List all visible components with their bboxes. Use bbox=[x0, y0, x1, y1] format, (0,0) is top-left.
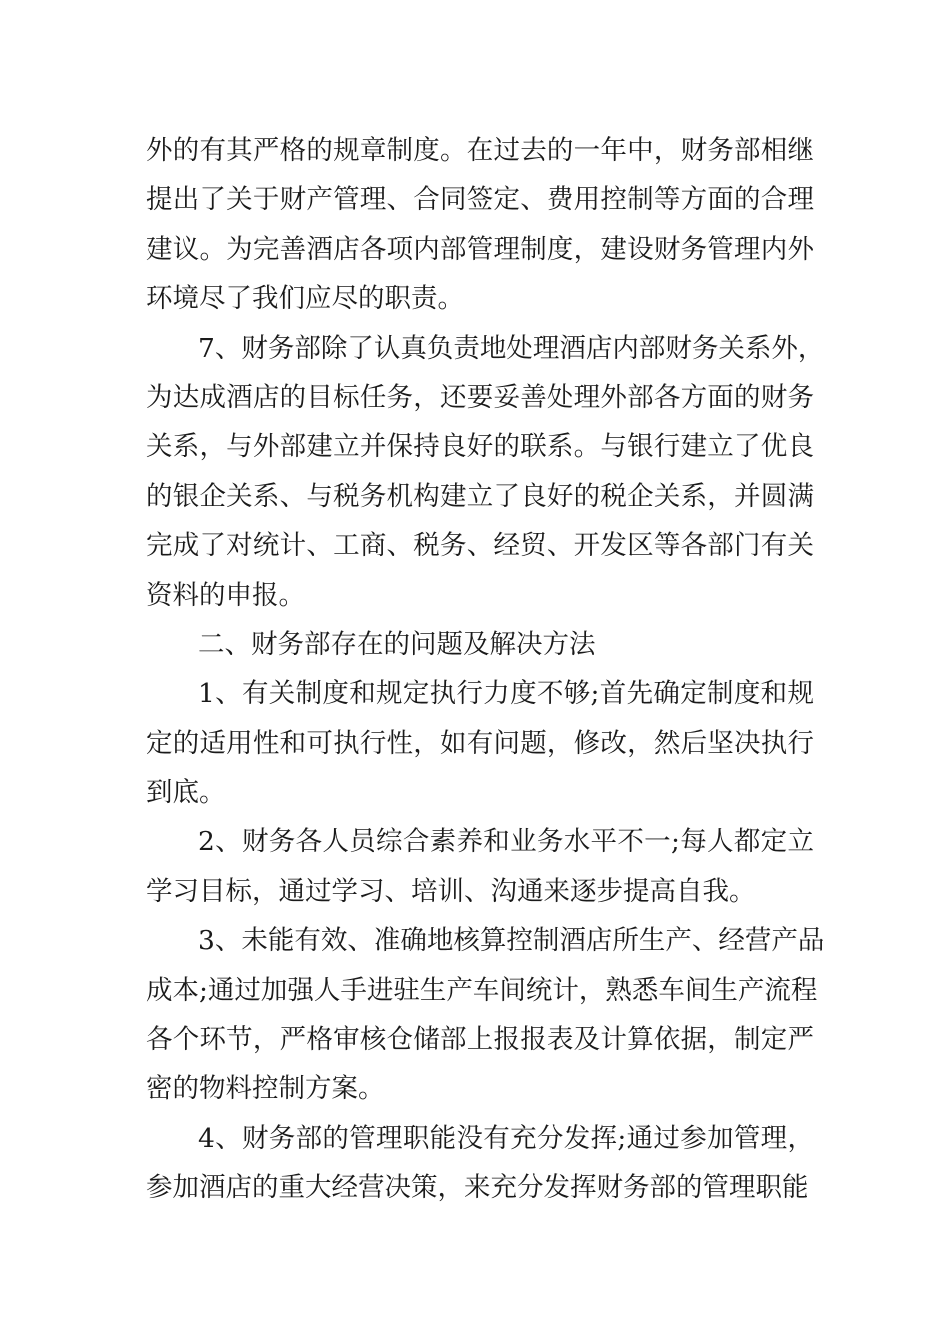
paragraph bbox=[146, 916, 825, 1114]
text-line: 7、财务部除了认真负责地处理酒店内部财务关系外， bbox=[198, 332, 825, 364]
text-line: 关系，与外部建立并保持良好的联系。与银行建立了优良 bbox=[146, 431, 814, 463]
text-line: 学习目标，通过学习、培训、沟通来逐步提高自我。 bbox=[146, 875, 756, 907]
text-line: 完成了对统计、工商、税务、经贸、开发区等各部门有关 bbox=[146, 530, 814, 562]
paragraph bbox=[146, 669, 814, 817]
paragraph bbox=[146, 620, 814, 669]
text-line: 定的适用性和可执行性，如有问题，修改，然后坚决执行 bbox=[146, 727, 814, 759]
text-line: 提出了关于财产管理、合同签定、费用控制等方面的合理 bbox=[146, 184, 814, 216]
text-line: 参加酒店的重大经营决策，来充分发挥财务部的管理职能 bbox=[146, 1172, 809, 1204]
text-line: 4、财务部的管理职能没有充分发挥;通过参加管理， bbox=[198, 1122, 814, 1154]
text-line: 2、财务各人员综合素养和业务水平不一;每人都定立 bbox=[198, 826, 814, 858]
text-line: 资料的申报。 bbox=[146, 579, 305, 611]
text-line: 3、未能有效、准确地核算控制酒店所生产、经营产品 bbox=[198, 925, 825, 957]
document-body bbox=[146, 126, 825, 1213]
text-line: 二、财务部存在的问题及解决方法 bbox=[198, 628, 596, 660]
text-line: 到底。 bbox=[146, 777, 226, 809]
text-line: 的银企关系、与税务机构建立了良好的税企关系，并圆满 bbox=[146, 480, 814, 512]
paragraph bbox=[146, 324, 825, 620]
text-line: 成本;通过加强人手进驻生产车间统计，熟悉车间生产流程 bbox=[146, 974, 818, 1006]
paragraph bbox=[146, 817, 814, 916]
text-line: 1、有关制度和规定执行力度不够;首先确定制度和规 bbox=[198, 678, 814, 710]
text-line: 环境尽了我们应尽的职责。 bbox=[146, 283, 464, 315]
text-line: 密的物料控制方案。 bbox=[146, 1073, 385, 1105]
text-line: 为达成酒店的目标任务，还要妥善处理外部各方面的财务 bbox=[146, 381, 814, 413]
paragraph bbox=[146, 1114, 814, 1213]
text-line: 各个环节，严格审核仓储部上报报表及计算依据，制定严 bbox=[146, 1024, 814, 1056]
paragraph bbox=[146, 126, 814, 324]
text-line: 外的有其严格的规章制度。在过去的一年中，财务部相继 bbox=[146, 135, 814, 166]
text-line: 建议。为完善酒店各项内部管理制度，建设财务管理内外 bbox=[146, 233, 814, 265]
